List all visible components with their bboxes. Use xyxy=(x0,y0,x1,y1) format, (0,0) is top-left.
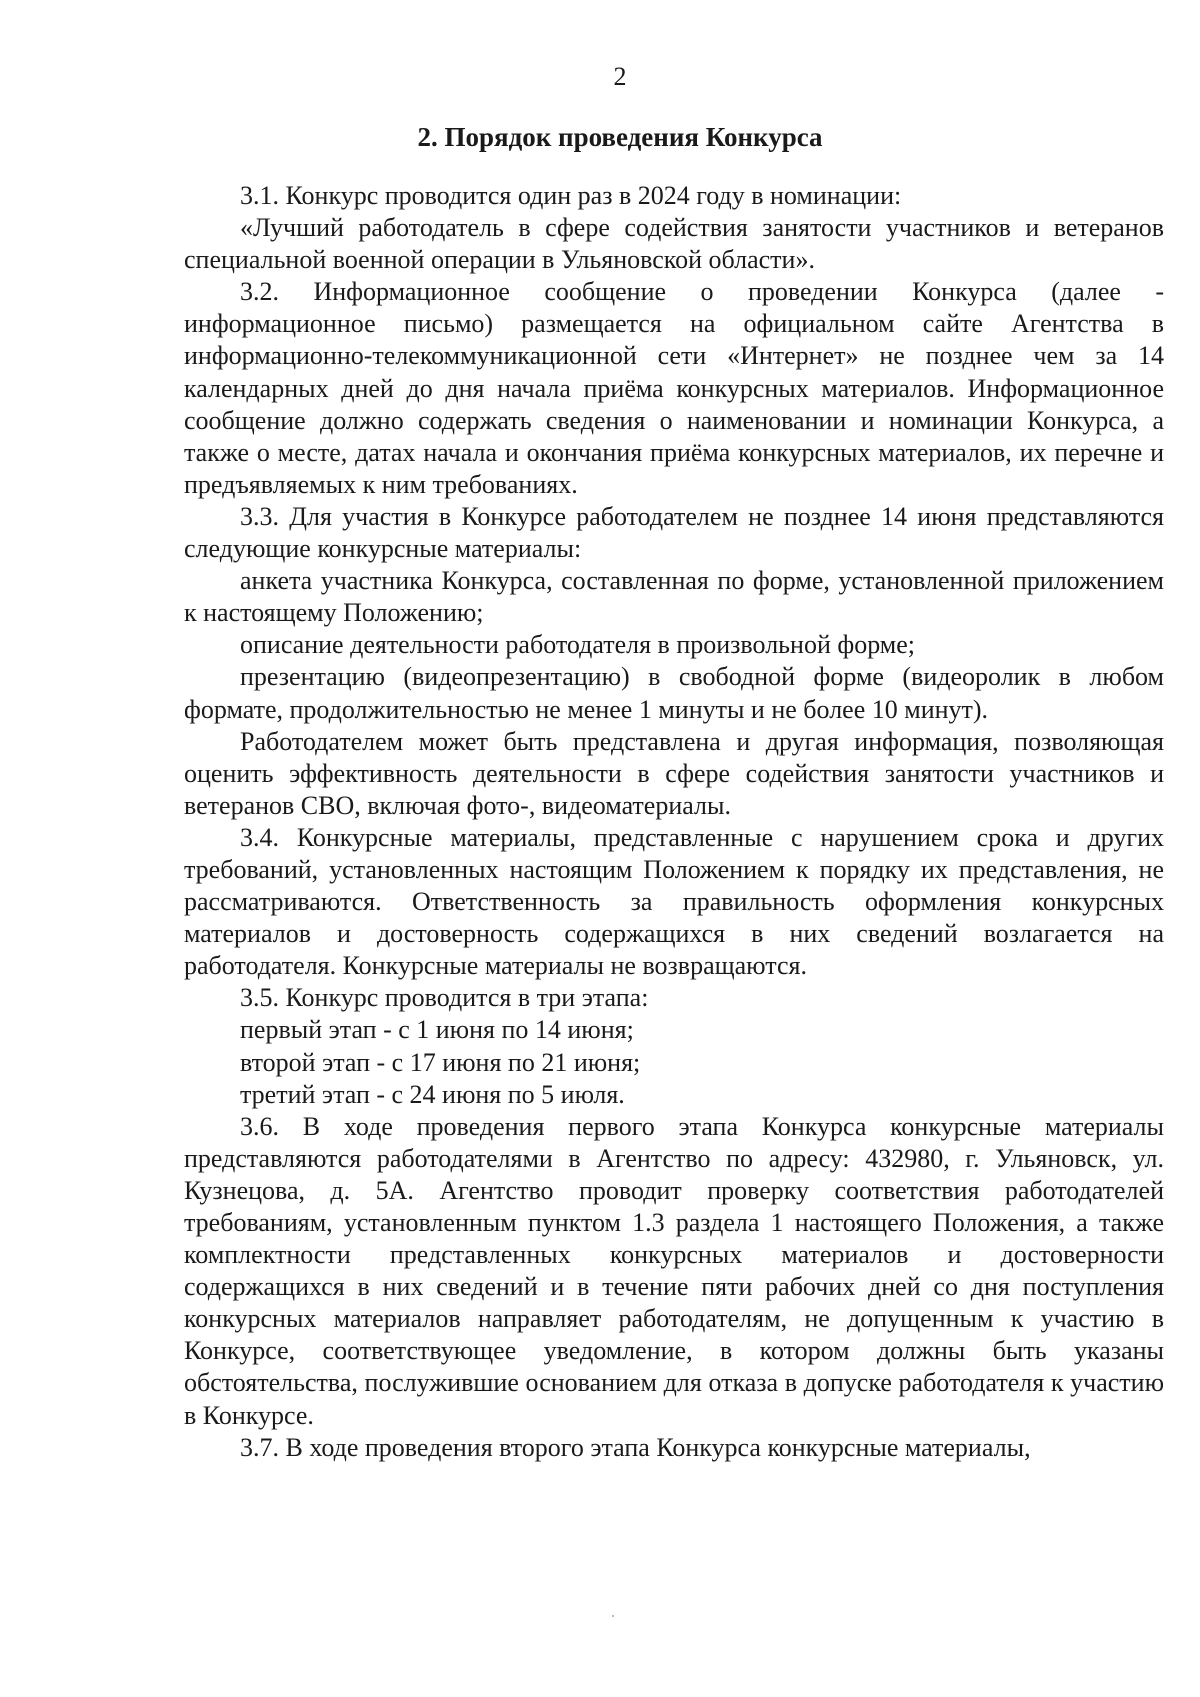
paragraph: 3.6. В ходе проведения первого этапа Конкурса конкурсные материалы представляются работодателями в Агентство по адресу: 432980, г. Ульяновск, ул. Кузнецова, д. 5А. Агентство проводит проверку соответствия работодателей требованиям, установленным пунктом 1.3 раздела 1 настоящего Положения, а также комплектности представленных конкурсных материалов и достоверности содержащихся в них сведений и в течение пяти рабочих дней со дня поступления конкурсных материалов направляет работодателям, не допущенным к участию в Конкурсе, соответствующее уведомление, в котором должны быть указаны обстоятельства, послужившие основанием для отказа в допуске работодателя к участию в Конкурсе. xyxy=(184,1111,1164,1430)
list-item: анкета участника Конкурса, составленная по форме, установленной приложением к настоящему Положению; xyxy=(184,566,1164,628)
paragraph: 3.7. В ходе проведения второго этапа Конкурса конкурсные материалы, xyxy=(240,1432,1031,1462)
list-item: презентацию (видеопрезентацию) в свободной форме (видеоролик в любом формате, продолжительностью не менее 1 минуты и не более 10 минут). xyxy=(184,662,1164,724)
list-item: второй этап - с 17 июня по 21 июня; xyxy=(240,1047,641,1077)
scan-dot xyxy=(612,1615,614,1617)
paragraph: 3.2. Информационное сообщение о проведении Конкурса (далее - информационное письмо) размещается на официальном сайте Агентства в информационно-телекоммуникационной сети «Интернет» не позднее чем за 14 календарных дней до дня начала приёма конкурсных материалов. Информационное сообщение должно содержать сведения о наименовании и номинации Конкурса, а также о месте, датах начала и окончания приёма конкурсных материалов, их перечне и предъявляемых к ним требованиях. xyxy=(184,277,1164,499)
paragraph: «Лучший работодатель в сфере содействия занятости участников и ветеранов специальной военной операции в Ульяновской области». xyxy=(184,213,1164,275)
document-body xyxy=(184,180,1164,1464)
paragraph: Работодателем может быть представлена и другая информация, позволяющая оценить эффективность деятельности в сфере содействия занятости участников и ветеранов СВО, включая фото-, видеоматериалы. xyxy=(184,726,1164,820)
paragraph: 3.5. Конкурс проводится в три этапа: xyxy=(240,983,649,1013)
list-item: первый этап - с 1 июня по 14 июня; xyxy=(240,1015,634,1045)
list-item: третий этап - с 24 июня по 5 июля. xyxy=(240,1079,625,1109)
page-number: 2 xyxy=(613,62,627,91)
list-item: описание деятельности работодателя в произвольной форме; xyxy=(240,630,916,660)
paragraph: 3.3. Для участия в Конкурсе работодателем не позднее 14 июня представляются следующие конкурсные материалы: xyxy=(184,501,1164,564)
paragraph: 3.1. Конкурс проводится один раз в 2024 году в номинации: xyxy=(240,181,902,210)
section-heading: 2. Порядок проведения Конкурса xyxy=(417,122,823,152)
paragraph: 3.4. Конкурсные материалы, представленные с нарушением срока и других требований, установленных настоящим Положением к порядку их представления, не рассматриваются. Ответственность за правильность оформления конкурсных материалов и достоверность содержащихся в них сведений возлагается на работодателя. Конкурсные материалы не возвращаются. xyxy=(184,822,1164,981)
